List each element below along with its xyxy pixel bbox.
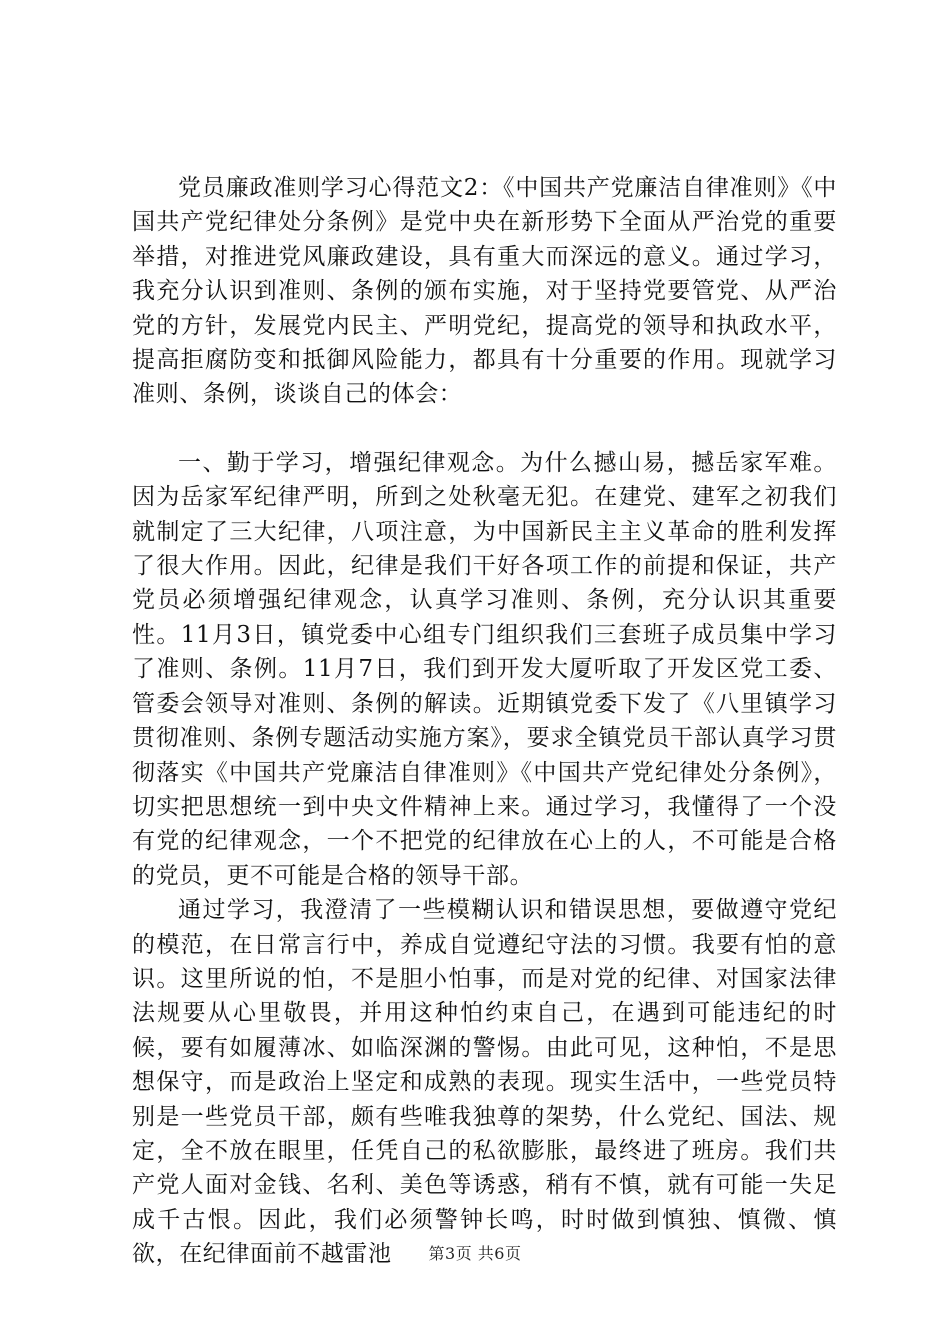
page-footer: 第3页 共6页	[428, 1244, 522, 1263]
document-body	[132, 171, 837, 1272]
paragraph-spacer	[132, 412, 837, 446]
paragraph-intro: 党员廉政准则学习心得范文2：《中国共产党廉洁自律准则》《中国共产党纪律处分条例》是党中央在新形势下全面从严治党的重要举措，对推进党风廉政建设，具有重大而深远的意义。通过学习，我充分认识到准则、条例的颁布实施，对于坚持党要管党、从严治党的方针，发展党内民主、严明党纪，提高党的领导和执政水平，提高拒腐防变和抵御风险能力，都具有十分重要的作用。现就学习准则、条例，谈谈自己的体会：	[132, 175, 837, 408]
paragraph-section-one: 一、勤于学习，增强纪律观念。为什么撼山易，撼岳家军难。因为岳家军纪律严明，所到之处秋毫无犯。在建党、建军之初我们就制定了三大纪律，八项注意，为中国新民主主义革命的胜利发挥了很大作用。因此，纪律是我们干好各项工作的前提和保证，共产党员必须增强纪律观念，认真学习准则、条例，充分认识其重要性。11月3日，镇党委中心组专门组织我们三套班子成员集中学习了准则、条例。11月7日，我们到开发大厦听取了开发区党工委、管委会领导对准则、条例的解读。近期镇党委下发了《八里镇学习贯彻准则、条例专题活动实施方案》，要求全镇党员干部认真学习贯彻落实《中国共产党廉洁自律准则》《中国共产党纪律处分条例》，切实把思想统一到中央文件精神上来。通过学习，我懂得了一个没有党的纪律观念，一个不把党的纪律放在心上的人，不可能是合格的党员，更不可能是合格的领导干部。	[132, 449, 837, 889]
paragraph-section-one-continued: 通过学习，我澄清了一些模糊认识和错误思想，要做遵守党纪的模范，在日常言行中，养成自觉遵纪守法的习惯。我要有怕的意识。这里所说的怕，不是胆小怕事，而是对党的纪律、对国家法律法规要从心里敬畏，并用这种怕约束自己，在遇到可能违纪的时候，要有如履薄冰、如临深渊的警惕。由此可见，这种怕，不是思想保守，而是政治上坚定和成熟的表现。现实生活中，一些党员特别是一些党员干部，颇有些唯我独尊的架势，什么党纪、国法、规定，全不放在眼里，任凭自己的私欲膨胀，最终进了班房。我们共产党人面对金钱、名利、美色等诱惑，稍有不慎，就有可能一失足成千古恨。因此，我们必须警钟长鸣，时时做到慎独、慎微、慎欲，在纪律面前不越雷池	[132, 897, 837, 1268]
